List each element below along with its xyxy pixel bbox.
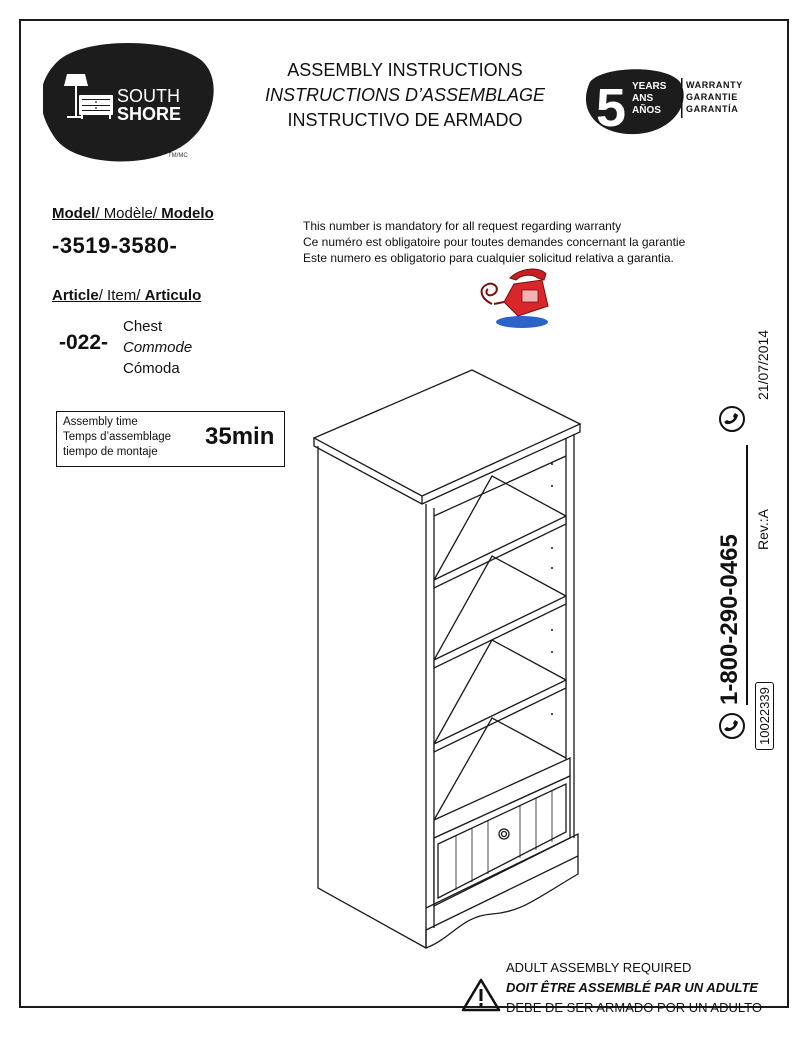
phone-handset-icon (718, 405, 746, 433)
assembly-time-label-en: Assembly time (63, 416, 138, 428)
south-shore-logo (43, 40, 215, 164)
article-label-es: Articulo (144, 287, 202, 304)
model-label-es: Modelo (161, 205, 214, 222)
warranty-divider (681, 78, 683, 118)
warning-fr: DOIT ÊTRE ASSEMBLÉ PAR UN ADULTE (506, 980, 759, 995)
assembly-time-value: 35min (205, 423, 275, 450)
article-label-en: Article (52, 287, 99, 304)
note-fr: Ce numéro est obligatoire pour toutes demandes concernant la garantie (303, 235, 686, 249)
warranty-years-en: YEARS (632, 81, 667, 92)
warranty-badge (584, 68, 684, 136)
article-labels: Article/ Item/ Articulo (52, 287, 202, 304)
note-es: Este numero es obligatorio para cualquier solicitud relativa a garantia. (303, 251, 674, 265)
warning-triangle-icon (461, 978, 501, 1012)
assembly-time-label-es: tiempo de montaje (63, 446, 158, 458)
article-names (123, 316, 192, 379)
title-es: INSTRUCTIVO DE ARMADO (287, 110, 523, 130)
assembly-time-box (56, 411, 285, 467)
support-info (708, 300, 778, 750)
revision: Rev.:A (755, 509, 771, 550)
document-code: 10022339 (755, 682, 774, 750)
warranty-label-en: WARRANTY (686, 80, 743, 90)
model-label-en: Model (52, 205, 96, 222)
revision-date: 21/07/2014 (755, 329, 771, 400)
warranty-labels (686, 79, 743, 115)
article-name-es: Cómoda (123, 360, 180, 377)
model-label-fr: Modèle (103, 205, 153, 222)
warranty-years-fr: ANS (632, 93, 654, 104)
red-telephone-icon (474, 262, 554, 332)
model-number: -3519-3580- (52, 233, 178, 258)
warning-es: DEBE DE SER ARMADO POR UN ADULTO (506, 1000, 762, 1015)
title-fr: INSTRUCTIONS D’ASSEMBLAGE (264, 85, 546, 105)
warning-en: ADULT ASSEMBLY REQUIRED (506, 960, 692, 975)
warranty-label-es: GARANTÍA (686, 104, 739, 114)
trademark-mark: TM/MC (168, 153, 188, 159)
note-en: This number is mandatory for all request regarding warranty (303, 219, 622, 233)
model-labels: Model/ Modèle/ Modelo (52, 205, 214, 222)
assembly-time-label-fr: Temps d’assemblage (63, 431, 172, 443)
brand-name-line1: SOUTH (117, 86, 180, 106)
title-en: ASSEMBLY INSTRUCTIONS (287, 60, 523, 80)
phone-underline (746, 445, 748, 705)
warranty-note (303, 218, 685, 266)
phone-handset-icon (718, 712, 746, 740)
warranty-years-es: AÑOS (632, 105, 661, 116)
article-name-en: Chest (123, 318, 163, 335)
article-name-fr: Commode (123, 339, 193, 356)
brand-name-line2: SHORE (117, 104, 182, 124)
article-label-fr: Item (107, 287, 137, 304)
document-titles (250, 58, 560, 133)
support-phone-number[interactable]: 1-800-290-0465 (716, 534, 743, 705)
adult-assembly-warning (506, 958, 762, 1018)
warranty-label-fr: GARANTIE (686, 92, 738, 102)
warranty-digit: 5 (596, 78, 627, 136)
assembly-time-labels (63, 415, 171, 460)
article-number: -022- (59, 331, 109, 354)
chest-illustration (312, 368, 587, 953)
